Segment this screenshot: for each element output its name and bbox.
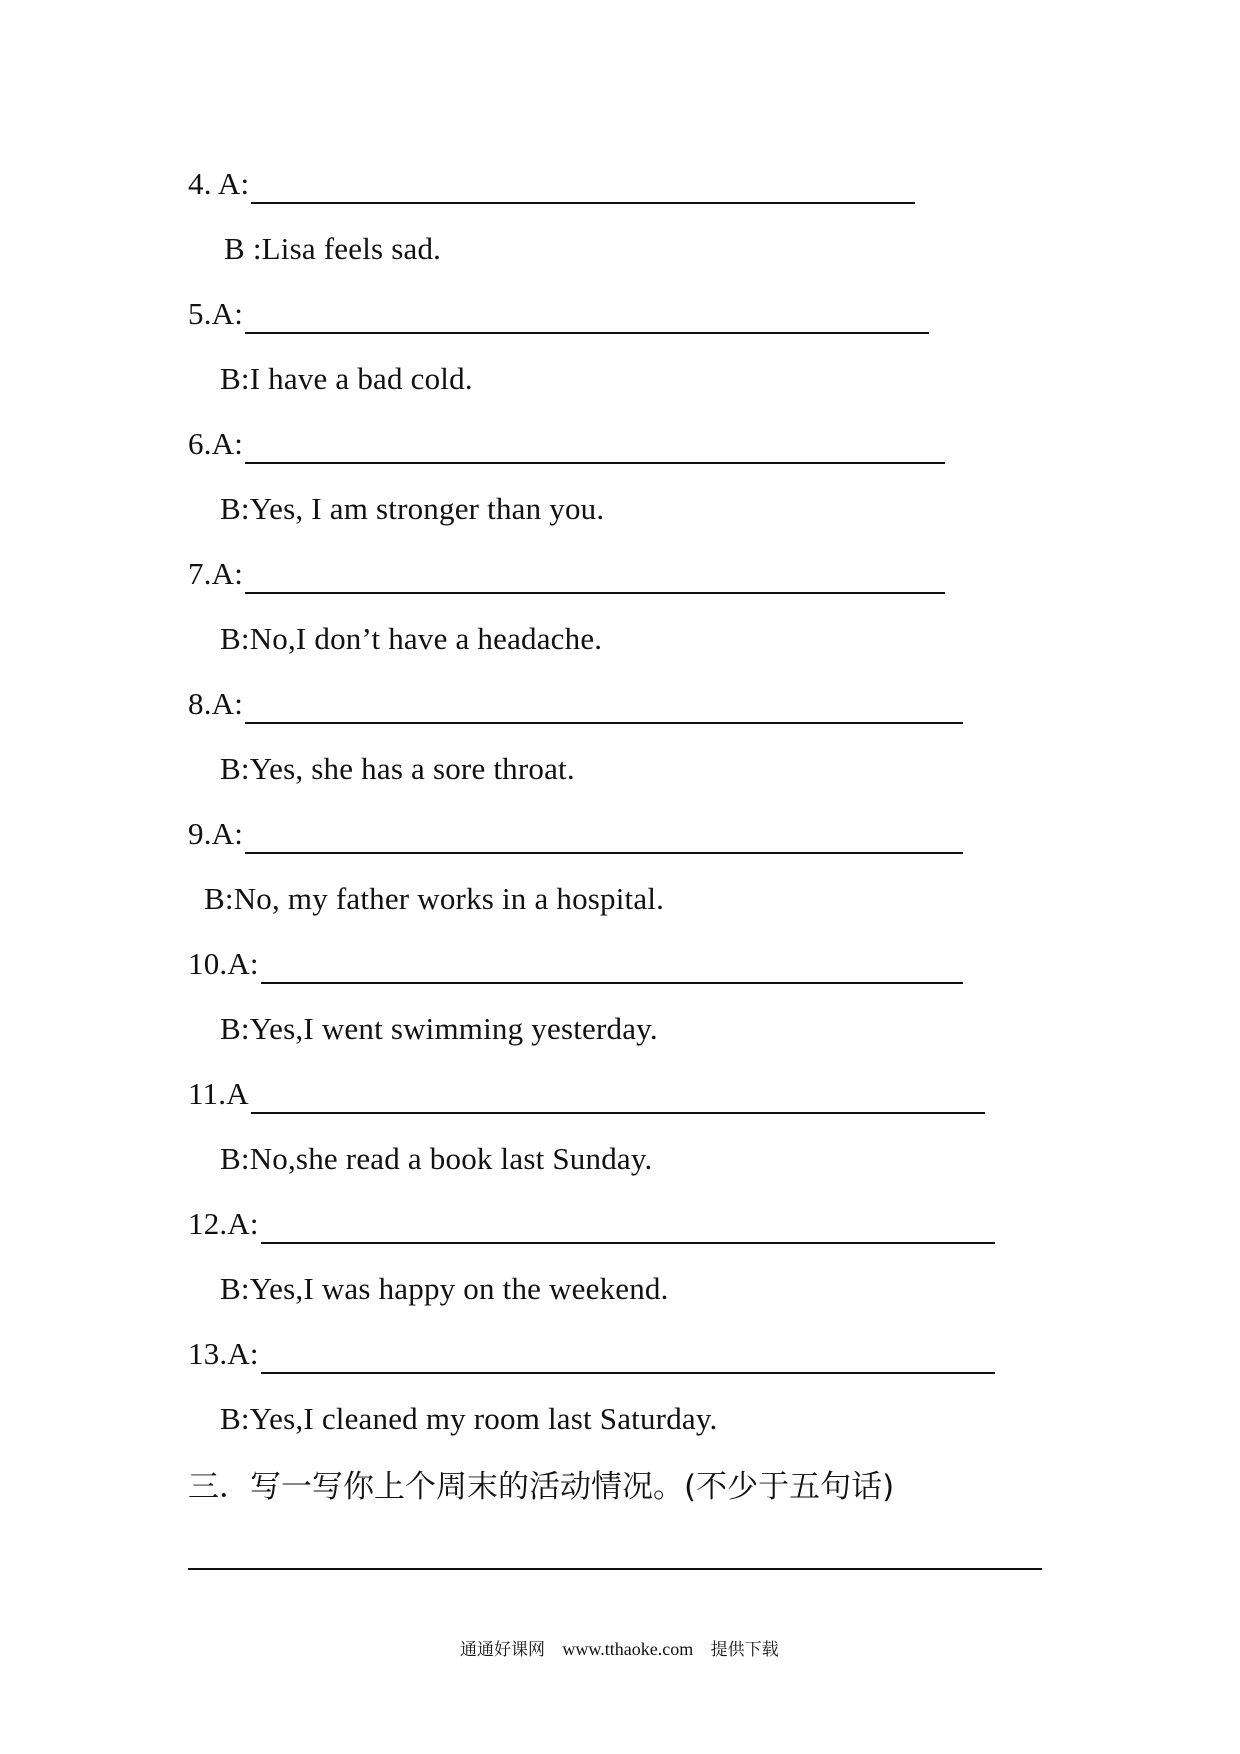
question-5-a — [188, 294, 929, 334]
question-13-b: B:Yes,I cleaned my room last Saturday. — [220, 1401, 718, 1436]
answer-blank[interactable] — [251, 172, 915, 204]
footer-suffix: 提供下载 — [710, 1640, 779, 1660]
answer-blank[interactable] — [261, 952, 963, 984]
question-4-b: B :Lisa feels sad. — [224, 231, 442, 266]
question-label: 9.A: — [188, 816, 244, 851]
question-8-b: B:Yes, she has a sore throat. — [220, 751, 575, 786]
answer-blank[interactable] — [245, 822, 963, 854]
question-11-a — [188, 1074, 985, 1114]
answer-blank[interactable] — [251, 1082, 985, 1114]
question-label: 7.A: — [188, 556, 244, 591]
question-8-a — [188, 684, 963, 724]
question-label: 4. A: — [188, 166, 250, 201]
question-label: 10.A: — [188, 946, 259, 981]
question-12-a — [188, 1204, 995, 1244]
question-label: 6.A: — [188, 426, 244, 461]
answer-blank[interactable] — [245, 692, 963, 724]
question-6-a — [188, 424, 945, 464]
question-label: 11.A — [188, 1076, 249, 1111]
question-9-a — [188, 814, 963, 854]
footer — [460, 1638, 791, 1661]
answer-blank[interactable] — [261, 1342, 995, 1374]
writing-answer-line[interactable] — [188, 1568, 1042, 1570]
question-10-b: B:Yes,I went swimming yesterday. — [220, 1011, 658, 1046]
question-10-a — [188, 944, 963, 984]
question-5-b: B:I have a bad cold. — [220, 361, 473, 396]
question-label: 5.A: — [188, 296, 244, 331]
section-three-title: 三．写一写你上个周末的活动情况。(不少于五句话) — [188, 1469, 895, 1505]
answer-blank[interactable] — [261, 1212, 995, 1244]
question-7-b: B:No,I don’t have a headache. — [220, 621, 603, 656]
question-label: 13.A: — [188, 1336, 259, 1371]
question-label: 12.A: — [188, 1206, 259, 1241]
question-label: 8.A: — [188, 686, 244, 721]
answer-blank[interactable] — [245, 432, 945, 464]
footer-site-name: 通通好课网 — [460, 1640, 545, 1660]
question-13-a — [188, 1334, 995, 1374]
answer-blank[interactable] — [245, 562, 945, 594]
question-12-b: B:Yes,I was happy on the weekend. — [220, 1271, 669, 1306]
question-7-a — [188, 554, 945, 594]
question-6-b: B:Yes, I am stronger than you. — [220, 491, 605, 526]
question-4-a — [188, 164, 915, 204]
question-11-b: B:No,she read a book last Sunday. — [220, 1141, 653, 1176]
footer-url[interactable]: www.tthaoke.com — [562, 1639, 694, 1659]
answer-blank[interactable] — [245, 302, 929, 334]
question-9-b: B:No, my father works in a hospital. — [204, 881, 665, 916]
